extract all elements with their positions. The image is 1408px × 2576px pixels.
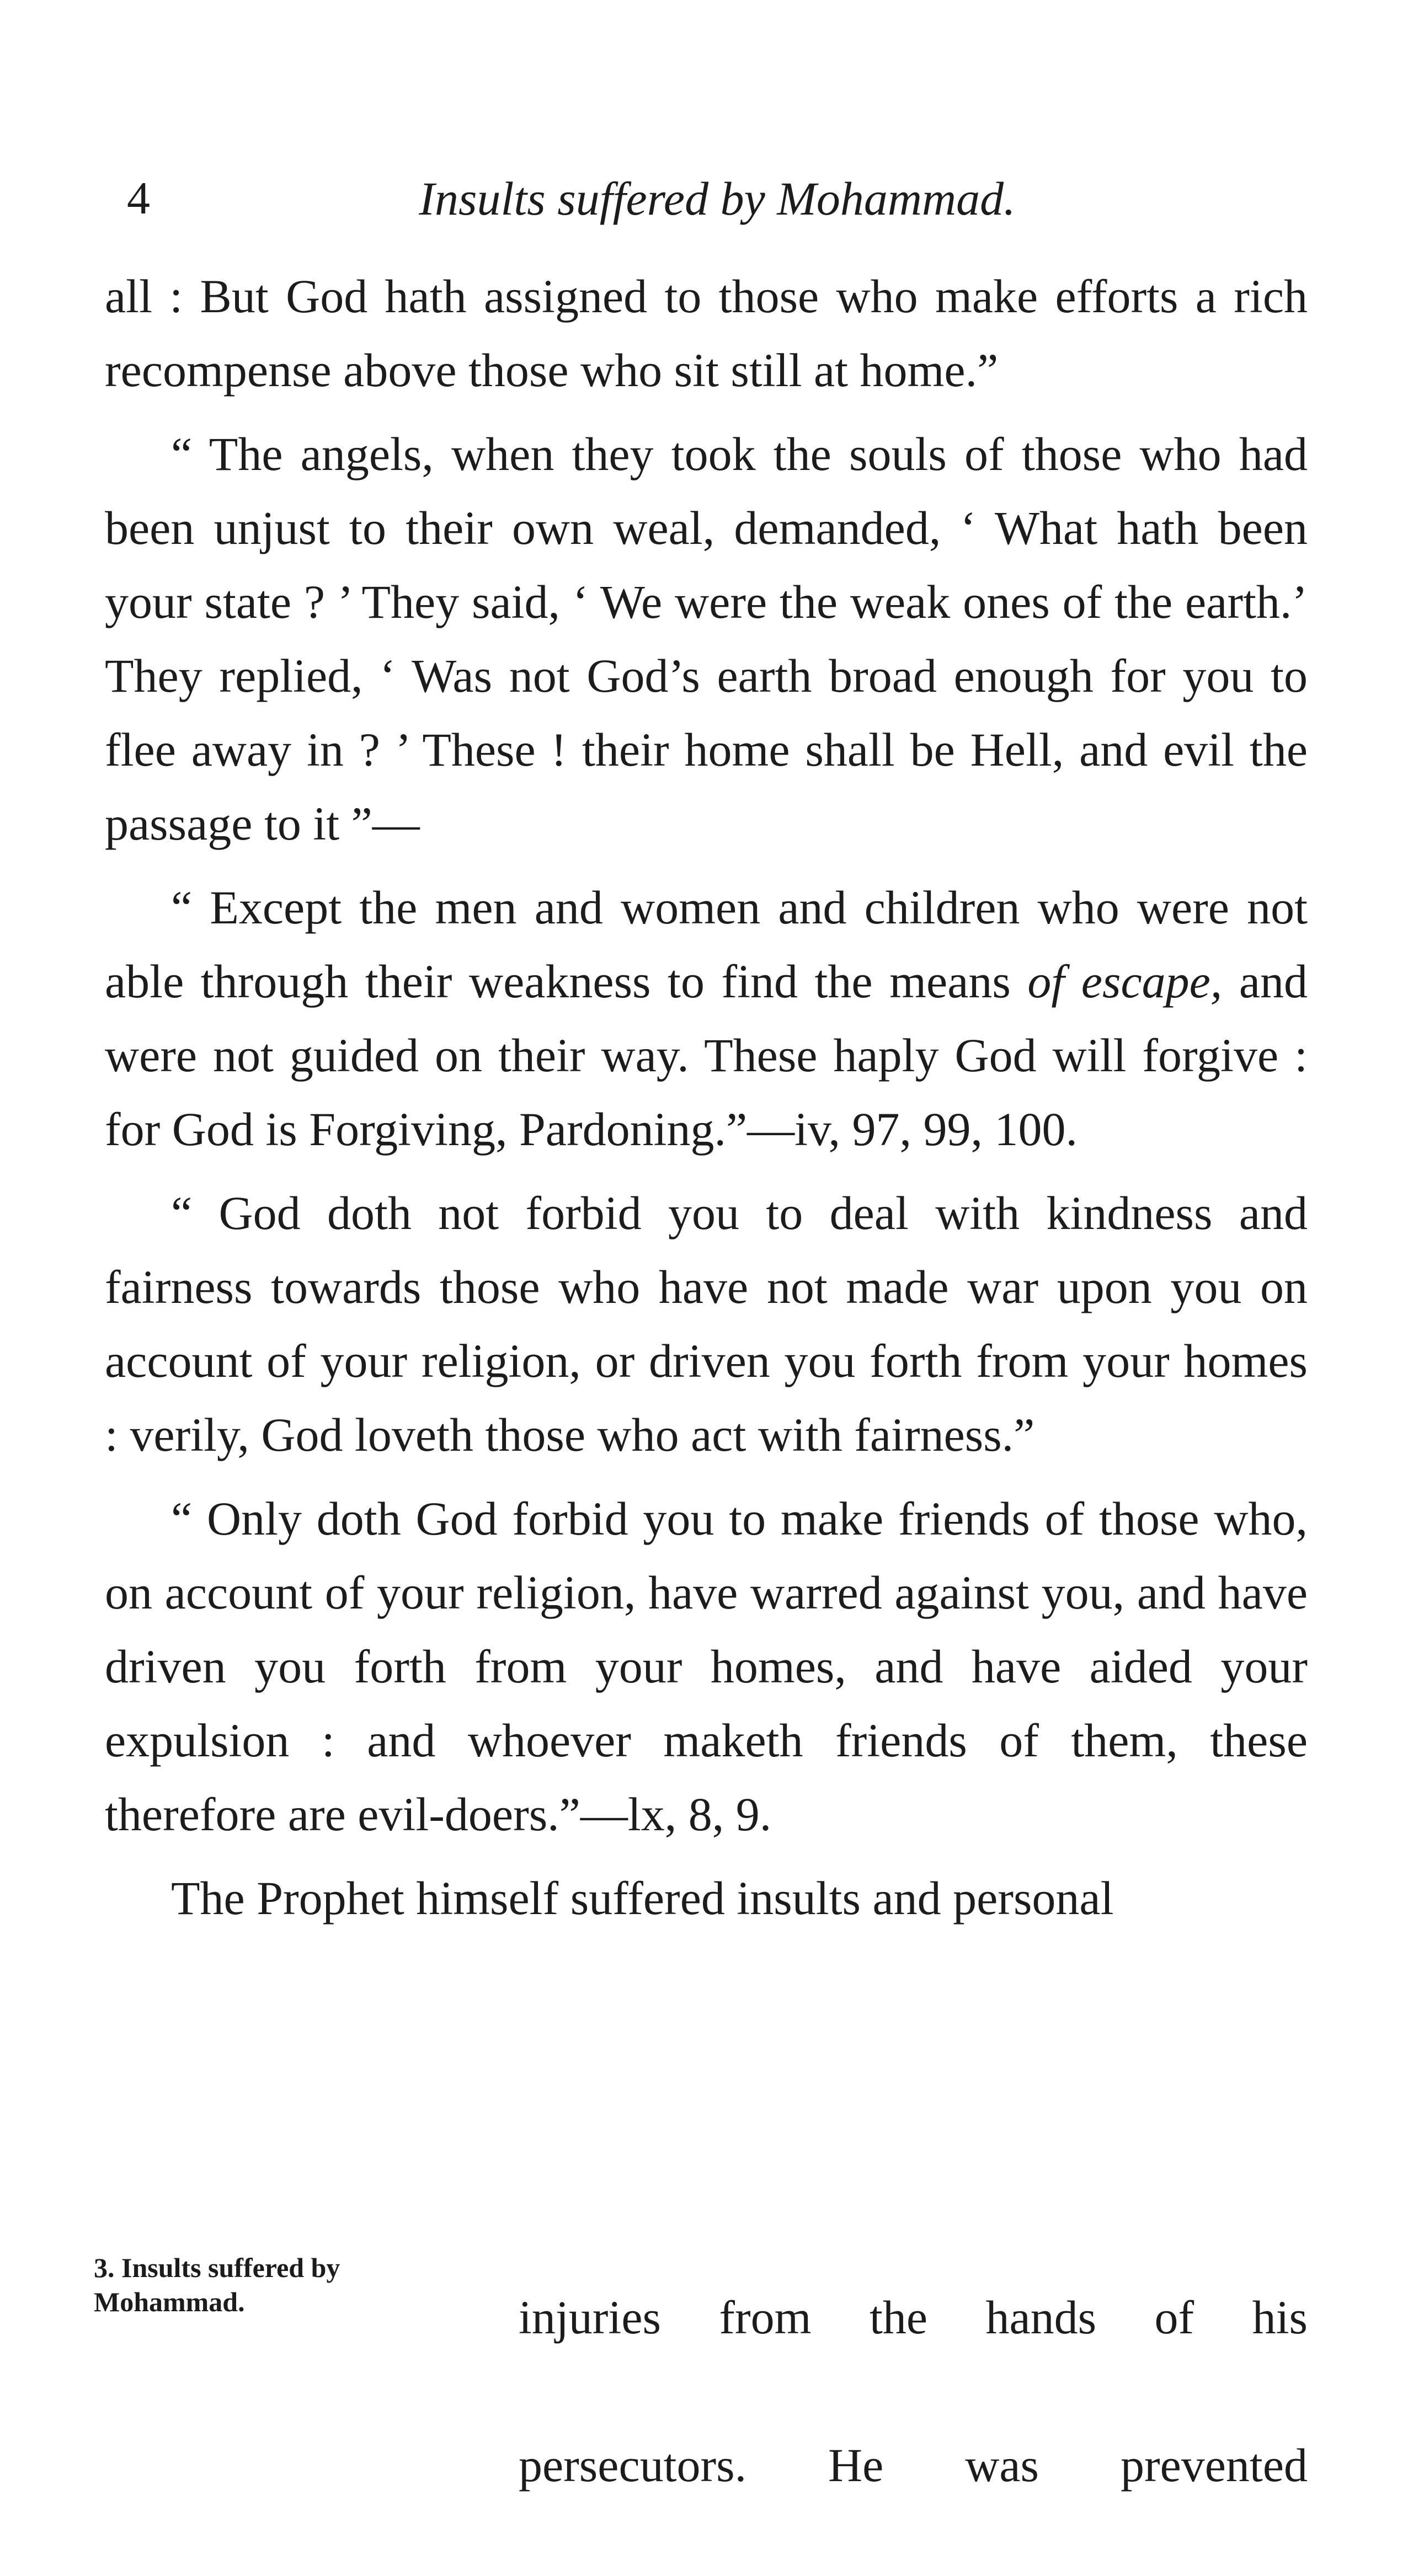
paragraph-angels-quote: “ The angels, when they took the souls of those who had been unjust to their own weal, demanded, ‘ What hath been your state ? ’ They said, ‘ We were the weak ones of the earth.’ They replied, ‘ Was not God’s earth broad enough for you to flee away in ? ’ These ! their home shall be Hell, and evil the passage to it ”— (105, 427, 1308, 850)
text-line: persecutors. He was prevented (519, 2439, 1308, 2492)
margin-sidenote: 3. Insults suffered by Mohammad. (94, 2252, 340, 2317)
paragraph-kindness-quote: “ God doth not forbid you to deal with kindness and fairness towards those who have not made war upon you on account of your religion, or driven you forth from your homes : verily, God loveth those who act with fairness.” (105, 1187, 1308, 1461)
page-number: 4 (127, 173, 150, 224)
paragraph-continuation: all : But God hath assigned to those who make efforts a rich recompense above those who sit still at home.” (105, 270, 1308, 397)
paragraph-except-text-a: “ Except the men and women and children who were not able through their weakness to find the means (105, 881, 1308, 1008)
body-text (105, 259, 1308, 1935)
page-header (127, 160, 1308, 237)
text-line: injuries from the hands of his (519, 2291, 1308, 2344)
paragraph-except-italic: of escape, (1027, 955, 1223, 1008)
running-head: Insults suffered by Mohammad. (419, 172, 1016, 225)
paragraph-prophet-opening: The Prophet himself suffered insults and personal (171, 1872, 1114, 1925)
paragraph-prophet-continuation (519, 2206, 1308, 2576)
paragraph-except-text-b: and were not guided on their way. These haply God will forgive : for God is Forgiving, Pardoning.”—iv, 97, 99, 100. (105, 955, 1308, 1156)
paragraph-except-quote (105, 870, 1308, 1166)
paragraph-friends-quote: “ Only doth God forbid you to make friends of those who, on account of your religion, have warred against you, and have driven you forth from your homes, and have aided your expulsion : and whoever maketh friends of them, these therefore are evil-doers.”—lx, 8, 9. (105, 1492, 1308, 1841)
